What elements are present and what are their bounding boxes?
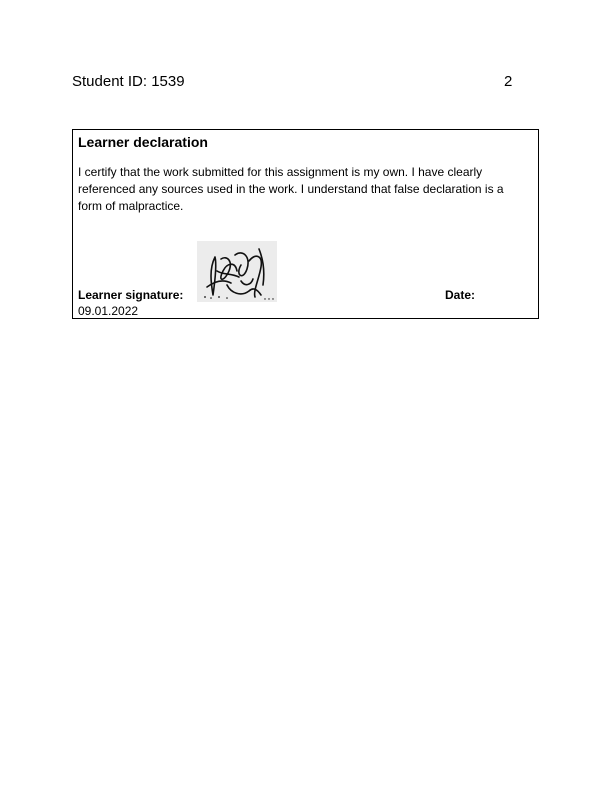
- date-label: Date:: [445, 288, 476, 302]
- declaration-title: Learner declaration: [78, 134, 208, 150]
- signature-label: Learner signature:: [78, 288, 184, 302]
- date-value: 09.01.2022: [78, 304, 139, 318]
- learner-declaration-box: [72, 129, 539, 319]
- declaration-text: I certify that the work submitted for this assignment is my own. I have clearly referenced any sources used in the work. I understand that false declaration is a form of malpractice.: [78, 165, 504, 213]
- student-id: Student ID: 1539: [72, 73, 185, 90]
- page-number: 2: [504, 73, 513, 90]
- signature-image: [197, 241, 277, 302]
